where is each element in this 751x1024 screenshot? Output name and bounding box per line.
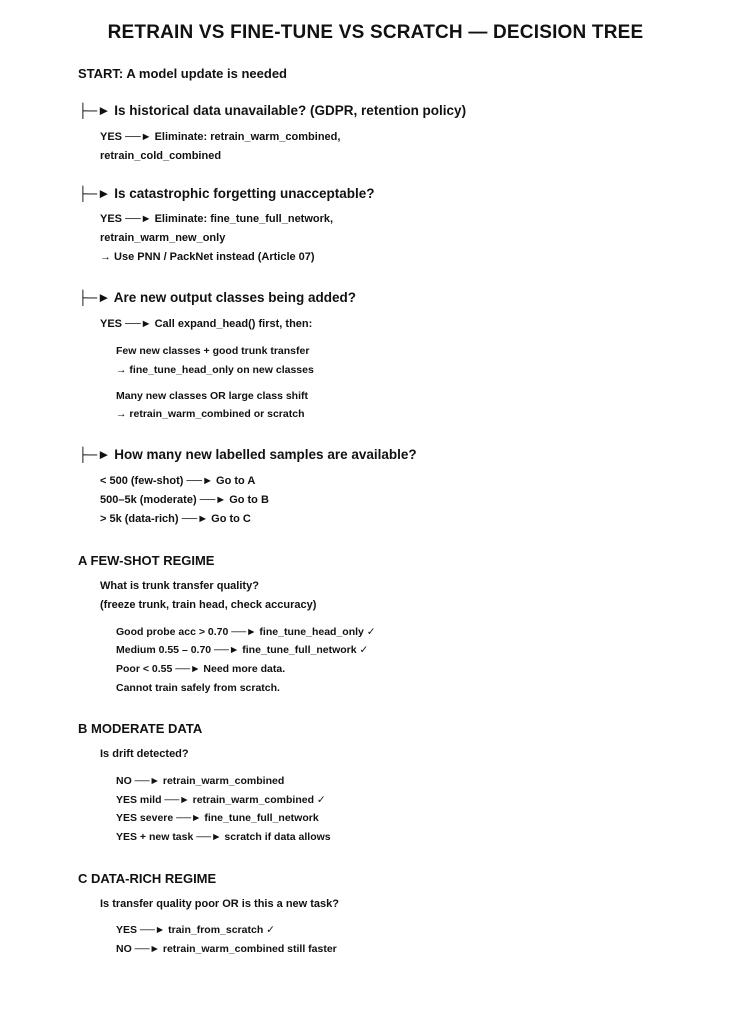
section-c-title: C DATA-RICH REGIME [78, 871, 217, 886]
section-c-line: NO ──► retrain_warm_combined still faster [116, 943, 337, 955]
start-node: START: A model update is needed [78, 66, 287, 81]
section-c-question: Is transfer quality poor OR is this a new task? [100, 898, 340, 910]
section-a-line: Cannot train safely from scratch. [116, 682, 280, 694]
section-b-line: YES mild ──► retrain_warm_combined ✓ [116, 794, 326, 806]
q3-sub-line: Many new classes OR large class shift [116, 390, 309, 402]
section-a-line: Medium 0.55 – 0.70 ──► fine_tune_full_network ✓ [116, 644, 369, 656]
question-forgetting: ├─► Is catastrophic forgetting unacceptable? [78, 186, 375, 201]
q3-sub-line: → retrain_warm_combined or scratch [116, 408, 305, 420]
q2-answer-line: → Use PNN / PackNet instead (Article 07) [100, 251, 315, 263]
q1-answer-line: retrain_cold_combined [100, 150, 222, 162]
q3-sub-line: → fine_tune_head_only on new classes [116, 364, 314, 376]
section-b-line: YES + new task ──► scratch if data allows [116, 831, 331, 843]
q3-yes-line: YES ──► Call expand_head() first, then: [100, 318, 313, 330]
q2-answer-line: retrain_warm_new_only [100, 232, 226, 244]
section-a-title: A FEW-SHOT REGIME [78, 553, 215, 568]
section-a-line: Good probe acc > 0.70 ──► fine_tune_head_only ✓ [116, 626, 376, 638]
page-title: RETRAIN VS FINE-TUNE VS SCRATCH — DECISION TREE [107, 22, 644, 43]
section-b-title: B MODERATE DATA [78, 721, 203, 736]
q4-answer-line: 500–5k (moderate) ──► Go to B [100, 494, 269, 506]
q4-answer-line: < 500 (few-shot) ──► Go to A [100, 475, 256, 487]
q3-sub-line: Few new classes + good trunk transfer [116, 345, 310, 357]
question-sample-count: ├─► How many new labelled samples are available? [78, 447, 417, 462]
section-b-line: YES severe ──► fine_tune_full_network [116, 812, 319, 824]
section-a-note: (freeze trunk, train head, check accuracy) [100, 599, 317, 611]
q4-answer-line: > 5k (data-rich) ──► Go to C [100, 513, 251, 525]
question-new-classes: ├─► Are new output classes being added? [78, 290, 357, 305]
section-b-question: Is drift detected? [100, 748, 189, 760]
section-a-line: Poor < 0.55 ──► Need more data. [116, 663, 286, 675]
section-b-line: NO ──► retrain_warm_combined [116, 775, 285, 787]
q2-answer-line: YES ──► Eliminate: fine_tune_full_network, [100, 213, 334, 225]
q1-answer-line: YES ──► Eliminate: retrain_warm_combined, [100, 131, 341, 143]
section-a-question: What is trunk transfer quality? [100, 580, 259, 592]
section-c-line: YES ──► train_from_scratch ✓ [116, 924, 275, 936]
question-historical-data: ├─► Is historical data unavailable? (GDPR, retention policy) [78, 103, 467, 118]
